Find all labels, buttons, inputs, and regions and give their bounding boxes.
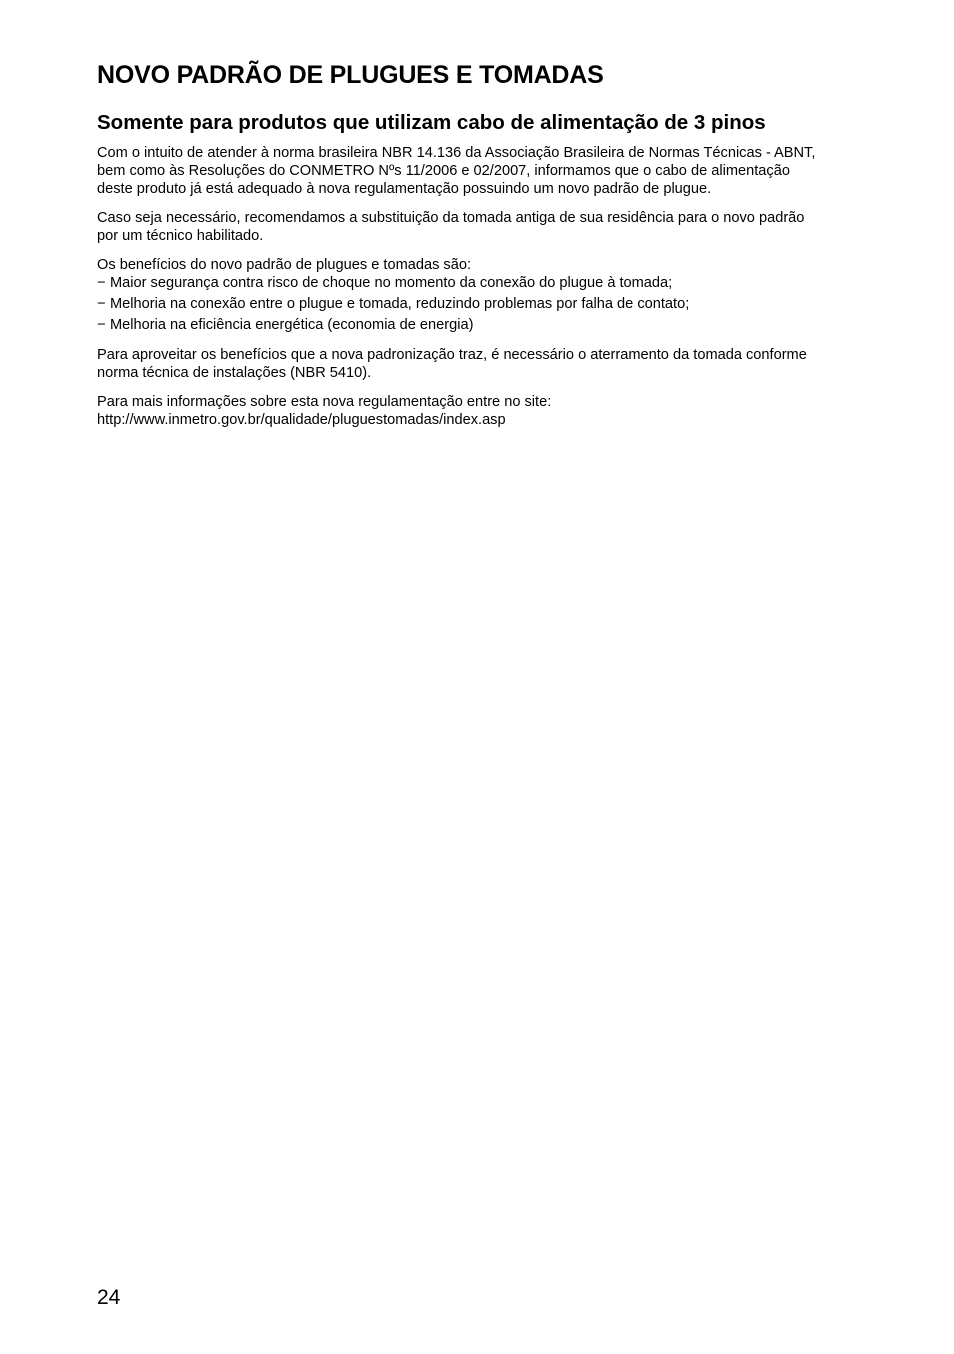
benefits-list xyxy=(97,274,827,334)
bullet-dash: − xyxy=(97,317,106,333)
page-number: 24 xyxy=(97,1286,121,1309)
grounding-paragraph: Para aproveitar os benefícios que a nova padronização traz, é necessário o aterramento da tomada conforme norma técnica de instalações (NBR 5410). xyxy=(97,347,807,381)
list-item xyxy=(97,274,827,292)
recommendation-paragraph: Caso seja necessário, recomendamos a substituição da tomada antiga de sua residência para o novo padrão por um técnico habilitado. xyxy=(97,210,805,244)
list-item xyxy=(97,316,827,334)
benefit-text: Melhoria na conexão entre o plugue e tomada, reduzindo problemas por falha de contato; xyxy=(110,296,690,312)
section-subtitle: Somente para produtos que utilizam cabo de alimentação de 3 pinos xyxy=(97,111,766,134)
inmetro-url[interactable]: http://www.inmetro.gov.br/qualidade/pluguestomadas/index.asp xyxy=(97,412,506,428)
intro-paragraph: Com o intuito de atender à norma brasileira NBR 14.136 da Associação Brasileira de Normas Técnicas - ABNT, bem como às Resoluções do CONMETRO Nºs 11/2006 e 02/2007, informamos que o cabo de alimentação deste produto já está adequado à nova regulamentação possuindo um novo padrão de plugue. xyxy=(97,145,816,197)
bullet-dash: − xyxy=(97,275,106,291)
benefit-text: Melhoria na eficiência energética (economia de energia) xyxy=(110,317,474,333)
more-info-paragraph xyxy=(97,393,827,429)
more-info-text: Para mais informações sobre esta nova regulamentação entre no site: xyxy=(97,394,552,410)
bullet-dash: − xyxy=(97,296,106,312)
document-page xyxy=(97,58,827,440)
benefit-text: Maior segurança contra risco de choque no momento da conexão do plugue à tomada; xyxy=(110,275,673,291)
list-item xyxy=(97,295,827,313)
benefits-intro: Os benefícios do novo padrão de plugues e tomadas são: xyxy=(97,257,472,273)
page-title: NOVO PADRÃO DE PLUGUES E TOMADAS xyxy=(97,61,604,89)
